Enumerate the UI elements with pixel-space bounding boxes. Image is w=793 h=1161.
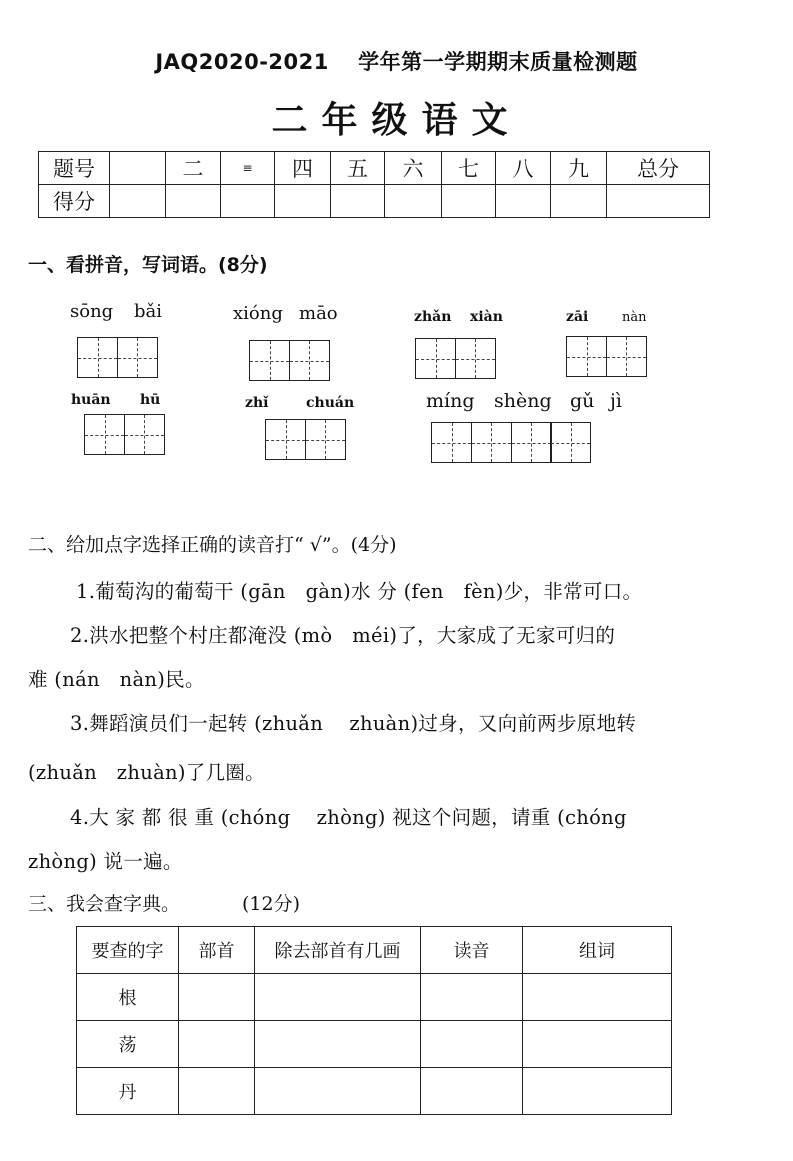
score-cell: 四 <box>275 152 331 185</box>
answer-cell[interactable] <box>523 1021 672 1068</box>
pinyin-text: xiàn <box>470 309 503 325</box>
tianzige-cell[interactable] <box>117 337 158 378</box>
pinyin-text: shèng <box>494 390 552 412</box>
tianzige-cell[interactable] <box>305 419 346 460</box>
score-input-cell[interactable] <box>331 185 385 218</box>
score-input-cell[interactable] <box>442 185 496 218</box>
pinyin-text: māo <box>299 303 338 324</box>
answer-cell[interactable] <box>179 974 255 1021</box>
table-header: 部首 <box>179 927 255 974</box>
tianzige-cell[interactable] <box>289 340 330 381</box>
score-table-row <box>39 152 710 185</box>
answer-cell[interactable] <box>255 974 421 1021</box>
question-line: 2.洪水把整个村庄都淹没 (mò méi)了，大家成了无家可归的 <box>70 624 616 647</box>
score-cell: 题号 <box>39 152 110 185</box>
score-cell: 二 <box>166 152 221 185</box>
pinyin-text: chuán <box>306 395 355 411</box>
score-cell: 五 <box>331 152 385 185</box>
section3-points: (12分) <box>242 893 301 915</box>
score-cell: 六 <box>385 152 442 185</box>
score-input-cell[interactable] <box>496 185 551 218</box>
question-line: 1.葡萄沟的葡萄干 (gān gàn)水 分 (fen fèn)少，非常可口。 <box>76 580 643 603</box>
question-line: zhòng) 说一遍。 <box>28 850 183 873</box>
pinyin-text: xióng <box>233 303 283 324</box>
section3-heading: 三、我会查字典。 <box>28 893 181 915</box>
score-cell: 总分 <box>607 152 710 185</box>
tianzige-cell[interactable] <box>471 422 512 463</box>
score-input-cell[interactable] <box>221 185 275 218</box>
score-input-cell[interactable] <box>275 185 331 218</box>
writing-grid[interactable] <box>84 414 165 455</box>
tianzige-cell[interactable] <box>415 338 456 379</box>
pinyin-text: hū <box>140 392 161 408</box>
table-row <box>77 974 672 1021</box>
writing-grid[interactable] <box>415 338 496 379</box>
tianzige-cell[interactable] <box>249 340 290 381</box>
table-header: 组词 <box>523 927 672 974</box>
writing-grid[interactable] <box>249 340 330 381</box>
question-line: 3.舞蹈演员们一起转 (zhuǎn zhuàn)过身，又向前两步原地转 <box>70 712 637 735</box>
answer-cell[interactable] <box>523 1068 672 1115</box>
table-row <box>77 1021 672 1068</box>
pinyin-text: gǔ <box>570 390 595 412</box>
tianzige-cell[interactable] <box>124 414 165 455</box>
answer-cell[interactable] <box>179 1068 255 1115</box>
lookup-char: 根 <box>77 974 179 1021</box>
score-table-row <box>39 185 710 218</box>
answer-cell[interactable] <box>523 974 672 1021</box>
tianzige-cell[interactable] <box>511 422 552 463</box>
score-cell: 八 <box>496 152 551 185</box>
section1-heading: 一、看拼音，写词语。(8分) <box>28 254 268 276</box>
score-input-cell[interactable] <box>607 185 710 218</box>
exam-subtitle: JAQ2020-2021 学年第一学期期末质量检测题 <box>155 50 638 74</box>
pinyin-text: zhǐ <box>245 395 269 411</box>
dictionary-table <box>76 926 672 1115</box>
tianzige-cell[interactable] <box>606 336 647 377</box>
page-title: 二年级语文 <box>271 99 522 141</box>
question-line: 难 (nán nàn)民。 <box>28 668 205 691</box>
question-line: (zhuǎn zhuàn)了几圈。 <box>28 761 265 784</box>
table-row <box>77 1068 672 1115</box>
pinyin-text: nàn <box>622 310 647 325</box>
writing-grid[interactable] <box>77 337 158 378</box>
pinyin-text: zhǎn <box>414 309 452 325</box>
answer-cell[interactable] <box>255 1021 421 1068</box>
table-header: 要查的字 <box>77 927 179 974</box>
table-row <box>77 927 672 974</box>
score-cell: 得分 <box>39 185 110 218</box>
pinyin-text: míng <box>426 390 475 412</box>
pinyin-text: zāi <box>566 309 589 325</box>
tianzige-cell[interactable] <box>455 338 496 379</box>
score-input-cell[interactable] <box>551 185 607 218</box>
score-input-cell[interactable] <box>110 185 166 218</box>
tianzige-cell[interactable] <box>550 422 591 463</box>
pinyin-text: huān <box>71 392 111 408</box>
question-line: 4.大 家 都 很 重 (chóng zhòng) 视这个问题，请重 (chóng <box>70 806 627 829</box>
tianzige-cell[interactable] <box>84 414 125 455</box>
answer-cell[interactable] <box>421 1068 523 1115</box>
lookup-char: 丹 <box>77 1068 179 1115</box>
answer-cell[interactable] <box>421 1021 523 1068</box>
writing-grid[interactable] <box>566 336 647 377</box>
tianzige-cell[interactable] <box>566 336 607 377</box>
score-table <box>38 151 710 218</box>
tianzige-cell[interactable] <box>77 337 118 378</box>
answer-cell[interactable] <box>421 974 523 1021</box>
answer-cell[interactable] <box>179 1021 255 1068</box>
pinyin-text: sōng <box>70 301 114 322</box>
score-input-cell[interactable] <box>166 185 221 218</box>
writing-grid[interactable] <box>265 419 346 460</box>
lookup-char: 荡 <box>77 1021 179 1068</box>
pinyin-text: jì <box>610 390 622 412</box>
score-cell: 九 <box>551 152 607 185</box>
table-header: 除去部首有几画 <box>255 927 421 974</box>
score-input-cell[interactable] <box>385 185 442 218</box>
writing-grid[interactable] <box>431 422 591 463</box>
score-cell: ≡ <box>221 152 275 185</box>
tianzige-cell[interactable] <box>431 422 472 463</box>
table-header: 读音 <box>421 927 523 974</box>
score-cell: 七 <box>442 152 496 185</box>
score-cell <box>110 152 166 185</box>
section2-heading: 二、给加点字选择正确的读音打“ √”。(4分) <box>28 534 397 556</box>
answer-cell[interactable] <box>255 1068 421 1115</box>
tianzige-cell[interactable] <box>265 419 306 460</box>
pinyin-text: bǎi <box>134 301 163 322</box>
